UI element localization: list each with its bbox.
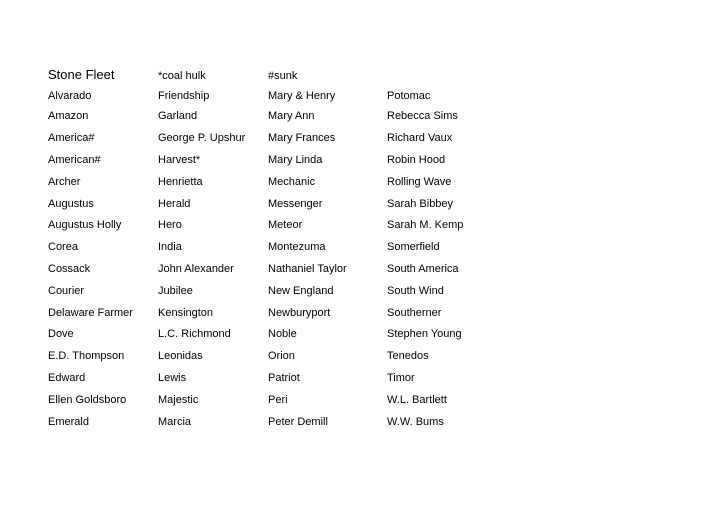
ship-name: Stephen Young — [387, 328, 462, 340]
ship-name: Sarah Bibbey — [387, 198, 454, 210]
ship-name: Delaware Farmer — [48, 307, 133, 319]
ship-name: L.C. Richmond — [158, 328, 231, 340]
ship-name: Ellen Goldsboro — [48, 394, 127, 406]
ship-name: Sarah M. Kemp — [387, 219, 464, 231]
ship-name: Archer — [48, 176, 81, 188]
ship-name: Augustus Holly — [48, 219, 122, 231]
ship-name: Mary Ann — [268, 110, 315, 122]
ship-name: Orion — [268, 350, 295, 362]
ship-name: Mary & Henry — [268, 90, 336, 102]
ship-name: Marcia — [158, 416, 192, 428]
ship-name: Amazon — [48, 110, 89, 122]
ship-name: Newburyport — [268, 307, 331, 319]
ship-name: Rolling Wave — [387, 176, 452, 188]
ship-name: Robin Hood — [387, 154, 446, 166]
ship-name: Nathaniel Taylor — [268, 263, 347, 275]
ship-name: Potomac — [387, 90, 431, 102]
ship-name: Mary Frances — [268, 132, 336, 144]
ship-name: George P. Upshur — [158, 132, 246, 144]
ship-name: Jubilee — [158, 285, 193, 297]
ship-name: Peri — [268, 394, 288, 406]
ship-name: Meteor — [268, 219, 303, 231]
legend-coal-hulk: *coal hulk — [158, 70, 206, 82]
ship-name: Montezuma — [268, 241, 326, 253]
ship-name: American# — [48, 154, 101, 166]
ship-name: South Wind — [387, 285, 444, 297]
ship-name: Corea — [48, 241, 78, 253]
page-title: Stone Fleet — [48, 67, 115, 82]
ship-name: Cossack — [48, 263, 91, 275]
ship-name: Courier — [48, 285, 85, 297]
legend-sunk: #sunk — [268, 70, 298, 82]
ship-name: Augustus — [48, 198, 94, 210]
ship-name: Timor — [387, 372, 415, 384]
ship-name: India — [158, 241, 182, 253]
ship-name: Kensington — [158, 307, 214, 319]
ship-name: Patriot — [268, 372, 300, 384]
ship-name: Southerner — [387, 307, 442, 319]
ship-name: Majestic — [158, 394, 199, 406]
ship-name: Mechanic — [268, 176, 316, 188]
ship-name: South America — [387, 263, 459, 275]
ship-name: America# — [48, 132, 95, 144]
ship-name: Friendship — [158, 90, 210, 102]
ship-name: Peter Demill — [268, 416, 328, 428]
ship-name: Herald — [158, 198, 191, 210]
ship-name: W.W. Bums — [387, 416, 444, 428]
ship-name: Garland — [158, 110, 198, 122]
ship-name: Harvest* — [158, 154, 201, 166]
ship-name: Noble — [268, 328, 297, 340]
ship-name: W.L. Bartlett — [387, 394, 447, 406]
ship-name: Rebecca Sims — [387, 110, 458, 122]
ship-name: Leonidas — [158, 350, 203, 362]
ship-name: E.D. Thompson — [48, 350, 125, 362]
ship-name: Hero — [158, 219, 182, 231]
ship-name: Henrietta — [158, 176, 203, 188]
ship-name: Edward — [48, 372, 86, 384]
ship-name: Mary Linda — [268, 154, 323, 166]
ship-name: Richard Vaux — [387, 132, 453, 144]
ship-name: Somerfield — [387, 241, 440, 253]
ship-name: John Alexander — [158, 263, 234, 275]
ship-name: Dove — [48, 328, 74, 340]
ship-name: New England — [268, 285, 334, 297]
ship-name: Messenger — [268, 198, 323, 210]
ship-name: Emerald — [48, 416, 89, 428]
ship-name: Tenedos — [387, 350, 429, 362]
ship-name: Alvarado — [48, 90, 92, 102]
ship-name: Lewis — [158, 372, 187, 384]
